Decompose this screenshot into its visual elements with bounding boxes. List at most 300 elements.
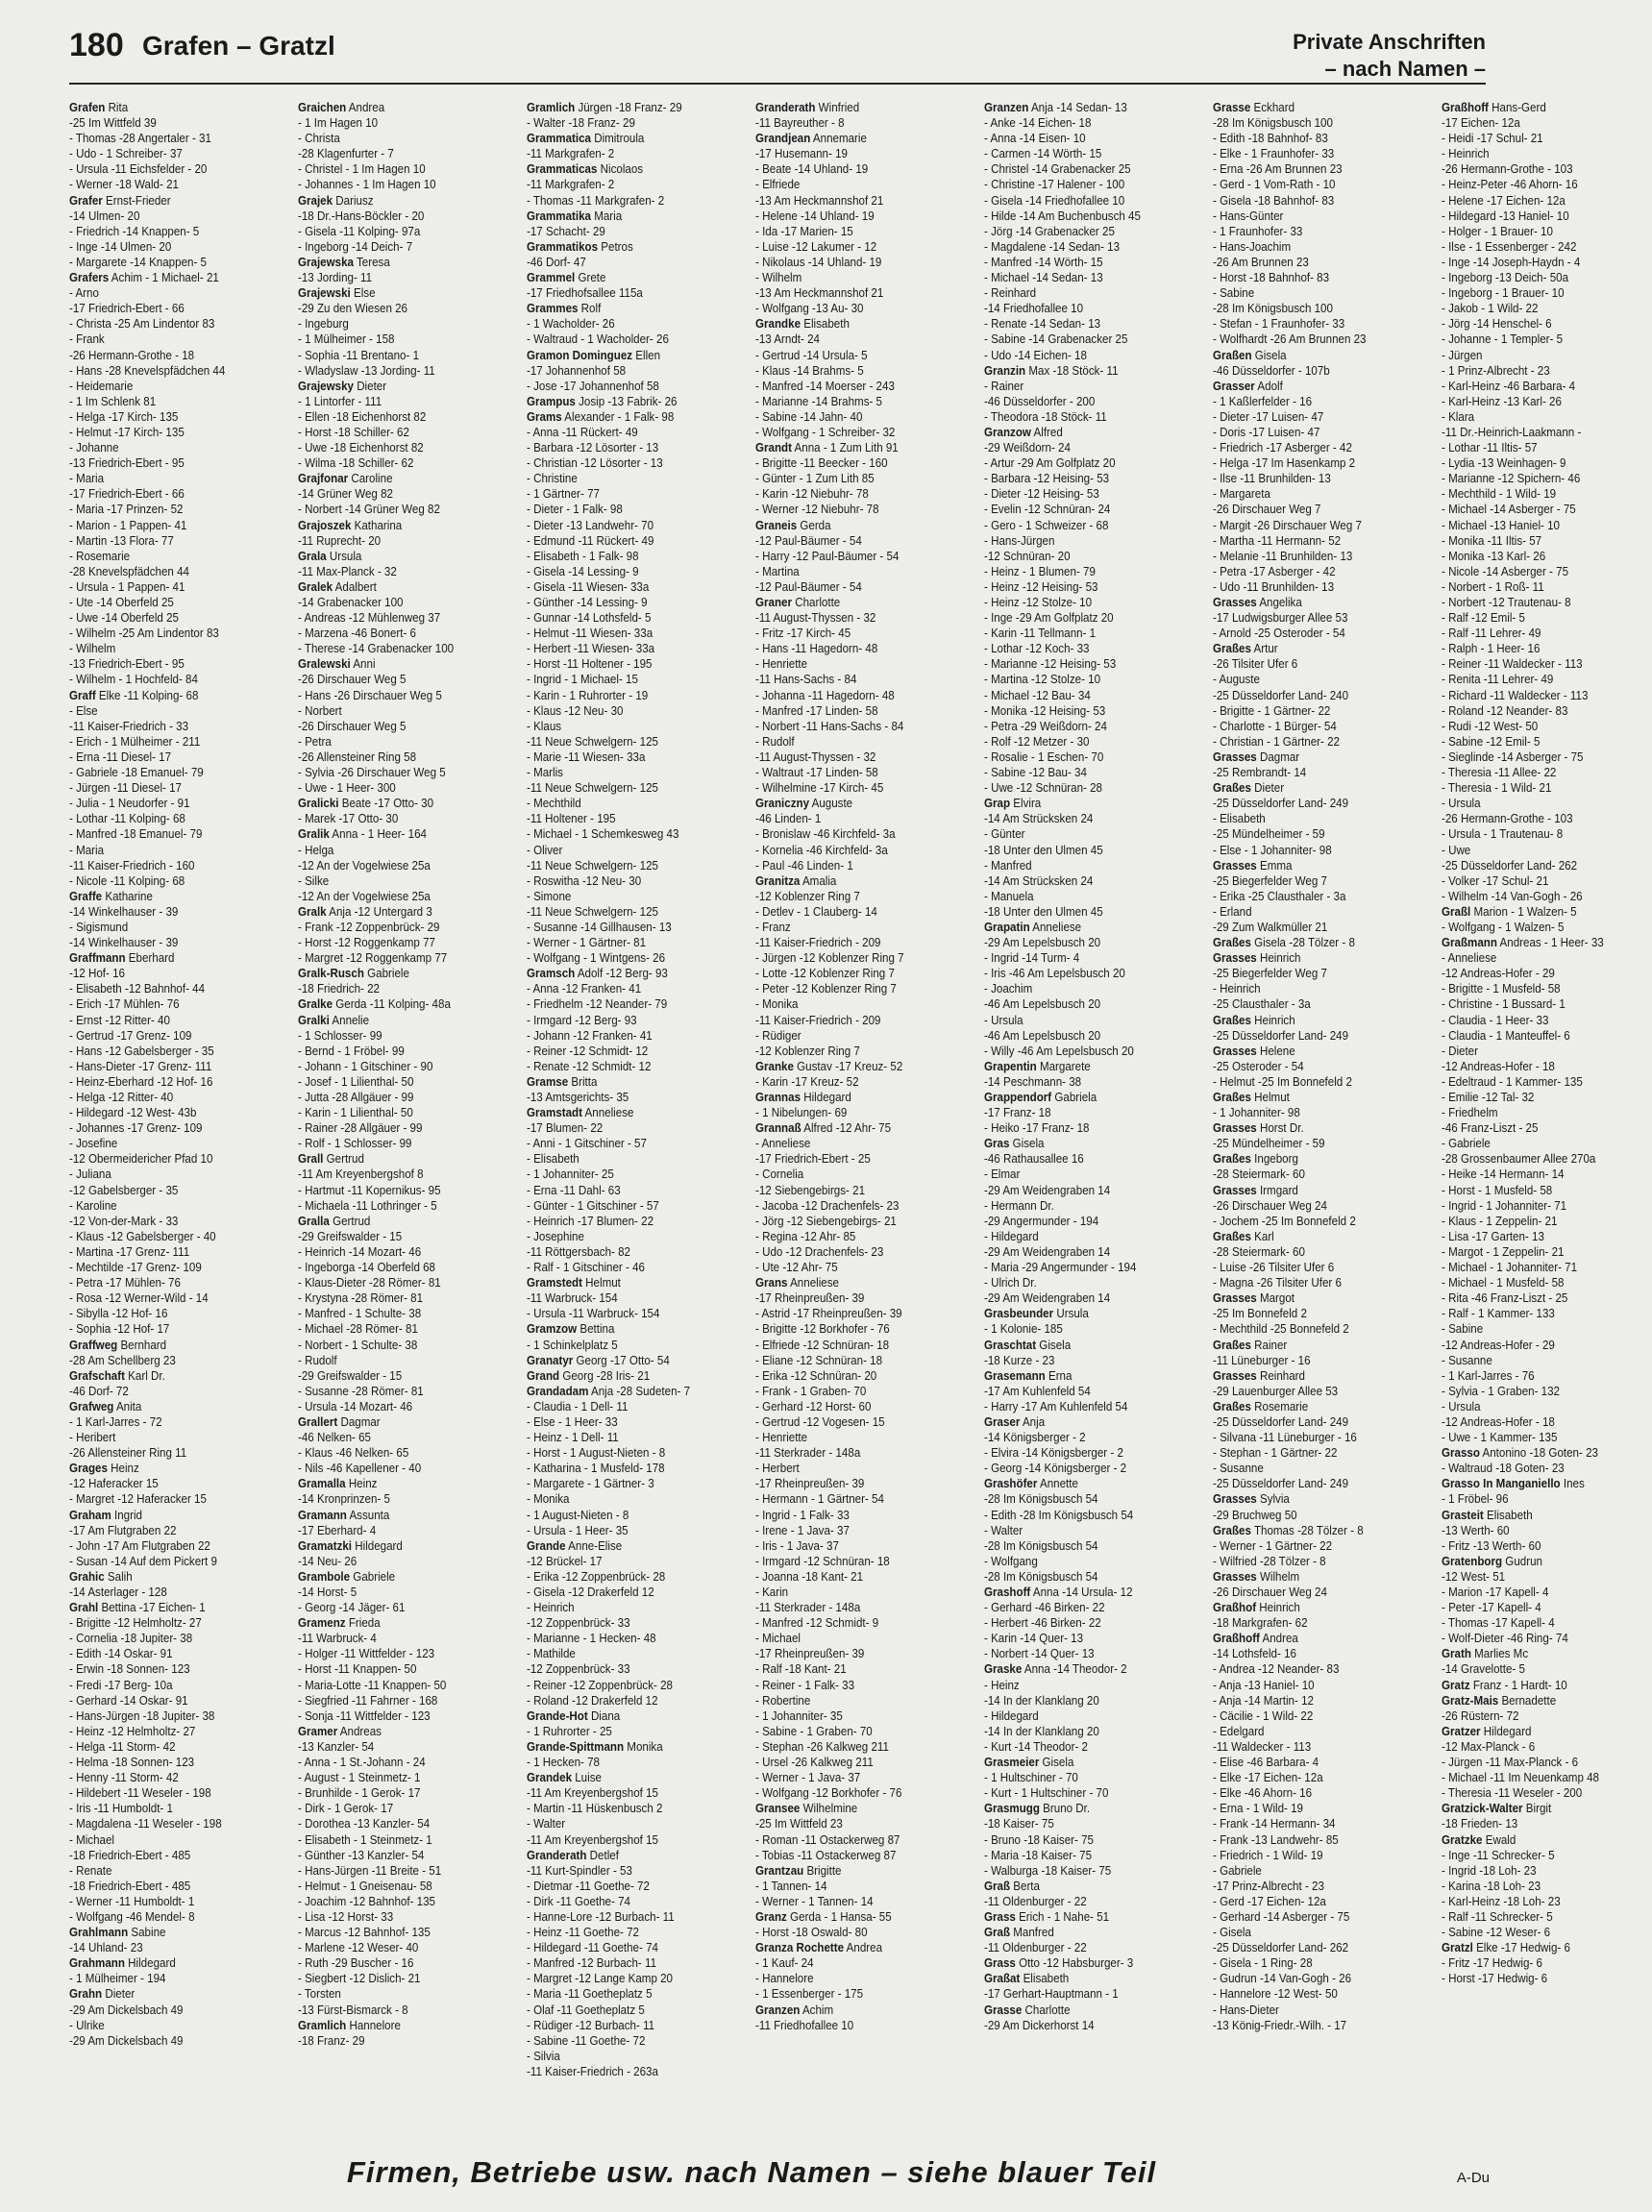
entry-text: -18 Franz- 29	[298, 2033, 365, 2048]
directory-entry	[755, 811, 959, 826]
entry-text: - 1 Hultschiner - 70	[984, 1771, 1078, 1785]
entry-text: - Erna - 1 Wild- 19	[1213, 1802, 1304, 1816]
directory-entry	[1442, 935, 1645, 950]
entry-text: - 1 Ruhrorter - 25	[527, 1724, 612, 1738]
directory-entry	[298, 1569, 502, 1585]
entry-text: -12 Max-Planck - 6	[1442, 1739, 1536, 1754]
directory-entry	[984, 1074, 1188, 1090]
surname-heading: Graschtat	[984, 1338, 1037, 1352]
entry-text: - Frank -14 Hermann- 34	[1213, 1817, 1336, 1831]
entry-text: - Monika -12 Heising- 53	[984, 703, 1106, 718]
entry-text: - Theresia -11 Allee- 22	[1442, 766, 1557, 780]
directory-entry	[69, 1198, 273, 1214]
entry-text: - Udo -14 Eichen- 18	[984, 348, 1087, 362]
entry-text: - Ursula	[1442, 797, 1481, 811]
directory-entry	[527, 1353, 730, 1368]
directory-entry	[984, 1151, 1188, 1167]
entry-text: -13 Am Heckmannshof 21	[755, 286, 884, 301]
surname-heading: Grammatika	[527, 209, 591, 223]
directory-entry	[298, 734, 502, 750]
directory-entry	[1442, 1430, 1645, 1445]
entry-text: - Helmut - 1 Gneisenau- 58	[298, 1879, 432, 1893]
directory-entry	[527, 1554, 730, 1569]
directory-entry	[1213, 765, 1417, 780]
entry-text: - Siegbert -12 Dislich- 21	[298, 1972, 421, 1986]
entry-text: - Mechtilde -17 Grenz- 109	[69, 1261, 202, 1275]
directory-entry	[1442, 1105, 1645, 1120]
surname-heading: Granza Rochette	[755, 1941, 845, 1955]
directory-entry	[984, 1198, 1188, 1214]
entry-text: - Dieter -17 Luisen- 47	[1213, 409, 1324, 424]
directory-entry	[755, 1538, 959, 1554]
header-rule	[69, 83, 1486, 85]
directory-entry	[1442, 1569, 1645, 1585]
directory-entry	[1213, 1074, 1417, 1090]
entry-text: - Sabine -14 Grabenacker 25	[984, 332, 1128, 347]
entry-text: - Reiner -12 Schmidt- 12	[527, 1044, 649, 1058]
entry-text: Anne-Elise	[565, 1538, 623, 1553]
directory-entry	[755, 1151, 959, 1167]
directory-entry	[69, 719, 273, 734]
entry-text: - Hans -11 Hagedorn- 48	[755, 642, 878, 656]
entry-text: - Elvira -14 Königsberger - 2	[984, 1446, 1123, 1461]
entry-text: - Dorothea -13 Kanzler- 54	[298, 1817, 431, 1831]
directory-entry	[527, 1321, 730, 1337]
directory-entry	[984, 1600, 1188, 1615]
entry-text: - Karin - 1 Lilienthal- 50	[298, 1106, 413, 1120]
directory-entry	[1213, 209, 1417, 224]
entry-text: - Waltraud - 1 Wacholder- 26	[527, 332, 669, 347]
entry-text: - Heidi -17 Schul- 21	[1442, 132, 1543, 146]
directory-entry	[298, 409, 502, 425]
entry-text: - Jürgen -11 Max-Planck - 6	[1442, 1756, 1579, 1770]
directory-entry	[755, 1384, 959, 1399]
entry-text: Erich - 1 Nahe- 51	[1015, 1909, 1110, 1924]
entry-text: - Helene -17 Eichen- 12a	[1442, 193, 1566, 208]
surname-heading: Grasses	[1213, 858, 1257, 873]
entry-text: Marion - 1 Walzen- 5	[1470, 904, 1577, 919]
entry-text: Charlotte	[792, 596, 841, 609]
directory-entry	[527, 1523, 730, 1538]
directory-entry	[1442, 1399, 1645, 1414]
directory-entry	[755, 1832, 959, 1848]
directory-entry	[527, 1909, 730, 1925]
entry-text: Anneliese	[581, 1106, 634, 1120]
entry-text: - Gabriele -18 Emanuel- 79	[69, 766, 204, 780]
directory-entry	[755, 1693, 959, 1708]
directory-entry	[1442, 1739, 1645, 1755]
directory-entry	[527, 1244, 730, 1260]
directory-entry	[755, 1739, 959, 1755]
directory-entry	[984, 1986, 1188, 2002]
directory-entry	[1213, 1353, 1417, 1368]
entry-text: -13 Am Heckmannshof 21	[755, 193, 884, 208]
directory-entry	[1213, 1508, 1417, 1523]
entry-text: - Ulrike	[69, 2018, 105, 2032]
entry-text: - Martin -13 Flora- 77	[69, 533, 174, 548]
entry-text: - Rudi -12 West- 50	[1442, 719, 1539, 733]
directory-entry	[298, 255, 502, 270]
entry-text: -11 Warbruck- 4	[298, 1632, 377, 1646]
entry-text: - Elise -46 Barbara- 4	[1213, 1756, 1319, 1770]
directory-entry	[527, 811, 730, 826]
entry-text: - Dirk - 1 Gerok- 17	[298, 1802, 394, 1816]
directory-entry	[1442, 394, 1645, 409]
entry-text: Anita	[113, 1399, 142, 1413]
directory-entry	[755, 486, 959, 502]
directory-entry	[527, 1214, 730, 1229]
entry-text: - Georg -14 Königsberger - 2	[984, 1462, 1127, 1476]
entry-text: Achim - 1 Michael- 21	[109, 271, 219, 285]
directory-entry	[527, 1925, 730, 1940]
directory-entry	[69, 1816, 273, 1831]
entry-text: - Norbert - 1 Roß- 11	[1442, 579, 1544, 594]
entry-text: - Wolfhardt -26 Am Brunnen 23	[1213, 332, 1367, 347]
entry-text: - Ernst -12 Ritter- 40	[69, 1013, 170, 1027]
directory-entry	[69, 363, 273, 379]
directory-entry	[1442, 409, 1645, 425]
entry-text: - Jörg -12 Siebengebirgs- 21	[755, 1214, 897, 1228]
entry-text: - Ursula	[1442, 1399, 1481, 1413]
entry-text: - Rainer	[984, 379, 1024, 393]
directory-entry	[1213, 1678, 1417, 1693]
directory-entry	[69, 1678, 273, 1693]
entry-text: Angelika	[1256, 596, 1302, 609]
directory-entry	[984, 1136, 1188, 1151]
entry-text: -26 Tilsiter Ufer 6	[1213, 657, 1298, 672]
surname-heading: Grasso In Manganiello	[1442, 1477, 1561, 1491]
directory-entry	[69, 935, 273, 950]
directory-entry	[69, 1306, 273, 1321]
entry-text: - Irene - 1 Java- 37	[755, 1523, 850, 1537]
entry-text: Britta	[568, 1074, 598, 1089]
entry-text: - Frank -13 Landwehr- 85	[1213, 1832, 1339, 1847]
entry-text: - Heinz -12 Stolze- 10	[984, 596, 1093, 609]
entry-text: - Susanne	[1213, 1462, 1264, 1476]
entry-text: -14 Friedhofallee 10	[984, 302, 1084, 316]
entry-text: Gudrun	[1502, 1554, 1542, 1568]
entry-text: - Herbert -11 Wiesen- 33a	[527, 642, 655, 656]
directory-entry	[527, 889, 730, 904]
directory-entry	[1442, 255, 1645, 270]
directory-entry	[527, 1879, 730, 1894]
entry-text: Brigitte	[803, 1863, 842, 1878]
entry-text: - Oliver	[527, 843, 563, 857]
entry-text: Bernadette	[1498, 1693, 1557, 1708]
entry-text: - Ingrid - 1 Michael- 15	[527, 673, 638, 687]
directory-entry	[1213, 224, 1417, 239]
directory-entry	[69, 1090, 273, 1105]
entry-text: - Marek -17 Otto- 30	[298, 812, 399, 826]
page-code: A-Du	[1456, 2170, 1490, 2186]
entry-text: - Bruno -18 Kaiser- 75	[984, 1832, 1094, 1847]
directory-entry	[69, 595, 273, 610]
directory-entry	[1442, 1136, 1645, 1151]
directory-entry	[527, 1167, 730, 1182]
directory-entry	[1442, 1538, 1645, 1554]
entry-text: - Margarete - 1 Gärtner- 3	[527, 1477, 654, 1491]
directory-entry	[1213, 564, 1417, 579]
entry-text: Georg -17 Otto- 54	[573, 1353, 670, 1367]
surname-heading: Grandek	[527, 1771, 573, 1785]
entry-text: -26 Allensteiner Ring 58	[298, 750, 417, 764]
directory-entry	[527, 1863, 730, 1879]
surname-heading: Grandadam	[527, 1384, 589, 1398]
entry-text: -14 Grüner Weg 82	[298, 487, 393, 502]
directory-entry	[69, 843, 273, 858]
directory-entry	[298, 146, 502, 161]
entry-text: - 1 Nibelungen- 69	[755, 1106, 848, 1120]
entry-text: Gisela	[1251, 348, 1287, 362]
entry-text: - Mathilde	[527, 1647, 576, 1661]
entry-text: - Hans-Jürgen -18 Jupiter- 38	[69, 1708, 215, 1723]
directory-entry	[298, 1801, 502, 1816]
directory-entry	[69, 858, 273, 873]
directory-entry	[298, 1940, 502, 1955]
surname-heading: Graffe	[69, 889, 103, 903]
directory-entry	[298, 889, 502, 904]
entry-text: Hans-Gerd	[1488, 101, 1546, 114]
entry-text: - Martina -17 Grenz- 111	[69, 1244, 190, 1259]
entry-text: - Johannes - 1 Im Hagen 10	[298, 178, 436, 192]
entry-text: -17 Friedrich-Ebert - 25	[755, 1152, 871, 1167]
directory-entry	[1213, 1384, 1417, 1399]
entry-text: - Johanna -11 Hagedorn- 48	[755, 688, 895, 702]
entry-text: -28 Steiermark- 60	[1213, 1167, 1305, 1182]
entry-text: - Elfriede -12 Schnüran- 18	[755, 1338, 890, 1352]
directory-entry	[984, 1321, 1188, 1337]
directory-entry	[755, 1290, 959, 1306]
directory-entry	[755, 316, 959, 332]
directory-entry	[298, 672, 502, 687]
entry-text: - Gerhard -14 Asberger - 75	[1213, 1909, 1350, 1924]
entry-text: -12 Andreas-Hofer - 29	[1442, 1338, 1555, 1352]
directory-entry	[69, 2018, 273, 2033]
entry-text: Andrea	[844, 1941, 883, 1955]
directory-entry	[69, 348, 273, 363]
directory-entry	[527, 1028, 730, 1044]
directory-entry	[984, 316, 1188, 332]
directory-entry	[298, 1028, 502, 1044]
directory-entry	[527, 239, 730, 255]
directory-entry	[69, 1244, 273, 1260]
directory-entry	[984, 595, 1188, 610]
entry-text: -11 Röttgersbach- 82	[527, 1244, 630, 1259]
directory-entry	[298, 2033, 502, 2049]
entry-text: - John -17 Am Flutgraben 22	[69, 1538, 210, 1553]
entry-text: - Karoline	[69, 1198, 117, 1213]
directory-entry	[1442, 750, 1645, 765]
directory-entry	[69, 1074, 273, 1090]
entry-text: -25 Mündelheimer - 59	[1213, 1137, 1325, 1151]
entry-text: - Juliana	[69, 1167, 111, 1182]
entry-text: - Petra -29 Weißdorn- 24	[984, 719, 1107, 733]
entry-text: -11 Markgrafen- 2	[527, 178, 615, 192]
directory-entry	[69, 115, 273, 131]
directory-entry	[1442, 115, 1645, 131]
directory-entry	[755, 688, 959, 703]
directory-entry	[984, 1290, 1188, 1306]
directory-entry	[527, 1183, 730, 1198]
directory-entry	[755, 1368, 959, 1384]
entry-text: - Heinrich -14 Mozart- 46	[298, 1244, 422, 1259]
entry-text: -26 Dirschauer Weg 24	[1213, 1198, 1327, 1213]
directory-entry	[984, 672, 1188, 687]
directory-entry	[298, 1523, 502, 1538]
directory-entry	[298, 533, 502, 549]
directory-entry	[984, 1554, 1188, 1569]
entry-text: - Rainer -28 Allgäuer - 99	[298, 1121, 423, 1136]
directory-entry	[984, 1013, 1188, 1028]
directory-entry	[69, 471, 273, 486]
entry-text: - Rudolf	[755, 734, 795, 749]
surname-heading: Grasteit	[1442, 1508, 1484, 1522]
entry-text: - Erich -17 Mühlen- 76	[69, 997, 180, 1012]
directory-entry	[984, 858, 1188, 873]
directory-entry	[755, 996, 959, 1012]
entry-text: - Horst -18 Bahnhof- 83	[1213, 271, 1330, 285]
entry-text: Rainer	[1250, 1338, 1288, 1352]
entry-text: Katharina	[351, 518, 403, 532]
directory-entry	[984, 811, 1188, 826]
directory-entry	[298, 270, 502, 285]
entry-text: - Anneliese	[755, 1137, 811, 1151]
entry-text: - Anneliese	[1442, 951, 1497, 966]
entry-text: Wilhelmine	[800, 1802, 858, 1816]
surname-heading: Grans	[755, 1276, 788, 1290]
surname-heading: Granzen	[755, 2003, 801, 2017]
directory-entry	[527, 1338, 730, 1353]
directory-entry	[1213, 239, 1417, 255]
directory-entry	[527, 131, 730, 146]
surname-heading: Grala	[298, 549, 327, 563]
entry-text: - Ingrid -14 Turm- 4	[984, 951, 1080, 966]
directory-entry	[1442, 224, 1645, 239]
directory-entry	[298, 719, 502, 734]
entry-text: - Heinz-Peter -46 Ahorn- 16	[1442, 178, 1578, 192]
entry-text: - Sibylla -12 Hof- 16	[69, 1307, 168, 1321]
directory-entry	[755, 1523, 959, 1538]
directory-entry	[69, 1491, 273, 1507]
surname-heading: Grammatica	[527, 132, 591, 146]
entry-text: - Manfred -14 Moerser - 243	[755, 379, 895, 393]
directory-entry	[69, 270, 273, 285]
directory-entry	[1213, 486, 1417, 502]
entry-text: - Heike -14 Hermann- 14	[1442, 1167, 1565, 1182]
directory-entry	[984, 1585, 1188, 1600]
entry-text: Achim	[800, 2003, 834, 2017]
entry-text: Frieda	[345, 1616, 381, 1631]
directory-entry	[527, 1120, 730, 1136]
directory-entry	[298, 1894, 502, 1909]
entry-text: -11 Kaiser-Friedrich - 209	[755, 1013, 881, 1027]
directory-entry	[755, 626, 959, 641]
entry-text: - Anke -14 Eichen- 18	[984, 116, 1092, 131]
entry-text: - Martina	[755, 564, 800, 578]
entry-text: - 1 August-Nieten - 8	[527, 1508, 629, 1522]
entry-text: - Thomas -17 Kapell- 4	[1442, 1616, 1555, 1631]
directory-entry	[1442, 1275, 1645, 1290]
directory-entry	[1213, 1090, 1417, 1105]
directory-entry	[1213, 1136, 1417, 1151]
directory-entry	[1213, 301, 1417, 316]
surname-heading: Grass	[984, 1956, 1016, 1971]
directory-entry	[527, 1105, 730, 1120]
entry-text: Gisela -28 Tölzer - 8	[1250, 936, 1355, 950]
entry-text: - Hans -12 Gabelsberger - 35	[69, 1044, 214, 1058]
directory-entry	[298, 363, 502, 379]
entry-text: - Uwe - 1 Heer- 300	[298, 781, 396, 796]
entry-text: - Herbert	[755, 1462, 800, 1476]
directory-entry	[984, 285, 1188, 301]
directory-entry	[1442, 455, 1645, 471]
directory-entry	[984, 363, 1188, 379]
entry-text: -13 Arndt- 24	[755, 332, 820, 347]
directory-entry	[984, 950, 1188, 966]
entry-text: - Anja -13 Haniel- 10	[1213, 1678, 1315, 1692]
surname-heading: Grasses	[1213, 951, 1257, 966]
directory-entry	[527, 549, 730, 564]
surname-heading: Graßes	[1213, 1399, 1251, 1413]
entry-text: -25 Im Wittfeld 39	[69, 116, 157, 131]
directory-entry	[1442, 1755, 1645, 1770]
directory-entry	[69, 656, 273, 672]
surname-heading: Grantzau	[755, 1863, 804, 1878]
directory-entry	[1213, 100, 1417, 115]
entry-text: - Ruth -29 Buscher - 16	[298, 1956, 414, 1971]
directory-entry	[1442, 1445, 1645, 1461]
entry-text: - Edmund -11 Rückert- 49	[527, 533, 654, 548]
entry-text: - Ursel -26 Kalkweg 211	[755, 1756, 874, 1770]
surname-heading: Gralki	[298, 1013, 330, 1027]
directory-entry	[755, 1229, 959, 1244]
entry-text: - Renita -11 Lehrer- 49	[1442, 673, 1554, 687]
surname-heading: Graichen	[298, 101, 347, 114]
directory-entry	[69, 1028, 273, 1044]
entry-text: - Rudolf	[298, 1353, 337, 1367]
directory-entry	[755, 1430, 959, 1445]
surname-heading: Gralek	[298, 579, 333, 594]
directory-entry	[298, 796, 502, 811]
directory-entry	[527, 1074, 730, 1090]
directory-entry	[1442, 518, 1645, 533]
directory-entry	[984, 1801, 1188, 1816]
directory-columns	[69, 100, 1604, 2129]
directory-entry	[1442, 161, 1645, 177]
entry-text: Anja -14 Sedan- 13	[1028, 101, 1127, 114]
entry-text: - Heinrich	[527, 1601, 575, 1615]
directory-entry	[984, 1523, 1188, 1538]
directory-entry	[1213, 1368, 1417, 1384]
directory-entry	[1213, 1986, 1417, 2002]
directory-entry	[1442, 1955, 1645, 1971]
entry-text: - Inge -14 Ulmen- 20	[69, 239, 172, 254]
directory-entry	[298, 502, 502, 517]
directory-entry	[755, 146, 959, 161]
entry-text: - Günter - 1 Gitschiner - 57	[527, 1198, 659, 1213]
entry-text: - Rolf -12 Metzer - 30	[984, 734, 1090, 749]
directory-entry	[298, 843, 502, 858]
entry-text: -18 Friedrich-Ebert - 485	[69, 1848, 191, 1862]
directory-entry	[527, 1848, 730, 1863]
directory-entry	[69, 1661, 273, 1677]
directory-entry	[984, 193, 1188, 209]
directory-entry	[527, 533, 730, 549]
entry-text: - Richard -11 Waldecker - 113	[1442, 688, 1589, 702]
entry-text: - Heinz	[984, 1678, 1020, 1692]
directory-entry	[984, 518, 1188, 533]
directory-entry	[527, 1399, 730, 1414]
